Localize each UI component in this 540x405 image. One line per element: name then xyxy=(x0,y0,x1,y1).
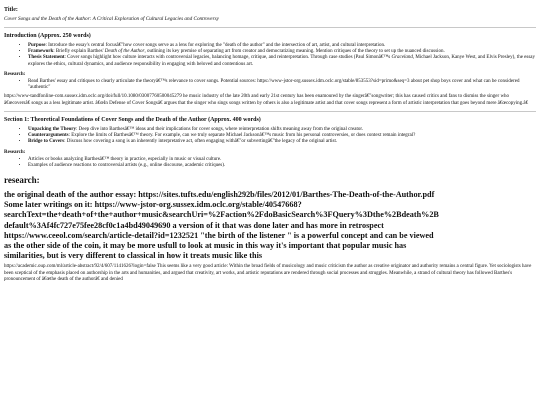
research-line: https://www.ceeol.com/search/article-detail?id=1232521 "the birth of the listener " is a powerful concept and can be viewed xyxy=(4,230,434,240)
research-label: Research: xyxy=(4,71,26,77)
research-line: similarities, but is very different to classical in how it treats music like this xyxy=(4,251,263,261)
bullet-text: , outlining its key premise of separating art from creator and democratizing meaning. Mention critiques of the theory to set up the nuanced discussion. xyxy=(144,49,445,55)
divider xyxy=(4,27,536,28)
list-item xyxy=(28,139,536,145)
research-line: default%3Af4fc727e75fee28cf0c1a4bd49049690 a version of it that was done later and has more in retrospect xyxy=(4,220,384,230)
research-line: searchText=the+death+of+the+author+music&searchUri=%2Faction%2FdoBasicSearch%3FQuery%3Dthe%2Bdeath%2B xyxy=(4,210,439,220)
title-label: Title: xyxy=(4,7,18,13)
list-item: • Articles or books analyzing Barthesâ€™ theory in practice, especially in music or visual culture. xyxy=(28,157,536,163)
research-heading: research: xyxy=(4,175,40,186)
bullet-term: Thesis Statement xyxy=(28,55,65,61)
bullet-text: : Introduce the essay's central focusâ€"how cover songs serve as a lens for exploring the "death of the author" and the intersection of art, artist, and cultural interpretation. xyxy=(45,43,386,48)
bullet-term: Counterarguments xyxy=(28,133,69,139)
bullet-text: : Cover songs highlight how culture interacts with controversial legacies, balancing homage, critique, and reinterpretation. Through case studies (Paul Simonâ€™s xyxy=(64,55,392,61)
list-item xyxy=(28,55,536,67)
section1-bullet-list xyxy=(4,127,536,146)
bullet-term: Bridge to Covers xyxy=(28,139,65,145)
research-bullet-list xyxy=(4,157,536,169)
footer-paragraph: https://academic.oup.com/ml/article-abstract/92/4/607/1141626?login=false This seems like a very good article: Within the broad fields of musicology and music criticism the author as creative originator and authority remains a central figure. Yet sociologists have been sceptical of the emphasis placed on authorship in the arts and humanities, and argued that creativity, art works, and artistic reputations are rendered through social processes and struggles. Meanwhile, a strand of cultural theory has followed Barthes's pronouncement of â€œthe death of the authorâ€ and denied xyxy=(4,264,532,283)
document-title: Cover Songs and the Death of the Author: A Critical Exploration of Cultural Legacies and Controversy xyxy=(4,16,219,22)
intro-heading: Introduction (Approx. 250 words) xyxy=(4,33,91,39)
bullet-text: , Michael Jackson, Kanye West, and Elvis Presley), the essay explores the ethics, cultural dynamics, and audience responsibility in engaging with beloved and contentious art. xyxy=(28,55,535,67)
research-label: Research: xyxy=(4,149,26,155)
bullet-term: Purpose xyxy=(28,43,46,48)
bullet-emphasis: Death of the Author xyxy=(104,49,145,55)
bullet-text: : Deep dive into Barthesâ€™ ideas and their implications for cover songs, where reinterpretation shifts meaning away from the original creator. xyxy=(75,127,364,133)
research-bullet-list xyxy=(4,79,536,91)
list-item: • Read Barthes' essay and critiques to clearly articulate the theoryâ€™s relevance to cover songs. Potential sources: https://www-jstor-org.sussex.idm.oclc.org/stable/853553?sid=primo&seq=3 about pet shop boys cover and what can be considered "authentic" xyxy=(28,79,536,91)
section1-heading: Section 1: Theoretical Foundations of Cover Songs and the Death of the Author (Approx. 400 words) xyxy=(4,117,261,124)
research-line: Some later writings on it: https://www-jstor-org.sussex.idm.oclc.org/stable/40547668? xyxy=(4,200,302,210)
bullet-text: : Explore the limits of Barthesâ€™ theory. For example, can we truly separate Michael Jacksonâ€™s music from his personal controversies, or does context remain integral? xyxy=(68,133,416,139)
bullet-emphasis: Graceland xyxy=(391,55,413,61)
intro-bullet-list xyxy=(4,43,536,68)
bullet-text: : Discuss how covering a song is an inherently interpretative act, often engaging withâ€"or subvertingâ€"the legacy of the original artist. xyxy=(64,139,338,145)
intro-paragraph: https://www-tandfonline-com.sussex.idm.oclc.org/doi/full/10.1080/03007760500045279 he music industry of the late 20th and early 21st century has been enamoured by the singerâ€"songwriter; this has caused critics and fans to dismiss the singer who â€œcoversâ€ songs as a less legitimate artist. â€œIn Defense of Cover Songsâ€ argues that the singer who sings songs written by others is also a legitimate artist and that cover songs represent a form of artistic interpretation that goes beyond mere â€œcopying.â€ xyxy=(4,94,529,106)
bullet-text: : Briefly explain Barthes' xyxy=(53,49,105,55)
bullet-term: Framework xyxy=(28,49,54,55)
research-line: as the other side of the coin, it may be more usfull to look at music in this way it's important that popular music has xyxy=(4,241,407,251)
research-line: the original death of the author essay: https://sites.tufts.edu/english292b/files/2012/01/Barthes-The-Death-of-the-Author.pdf xyxy=(4,190,435,200)
list-item: • Examples of audience reactions to controversial artists (e.g., online discourse, academic critiques). xyxy=(28,163,536,169)
bullet-term: Unpacking the Theory xyxy=(28,127,76,133)
divider xyxy=(4,111,536,112)
